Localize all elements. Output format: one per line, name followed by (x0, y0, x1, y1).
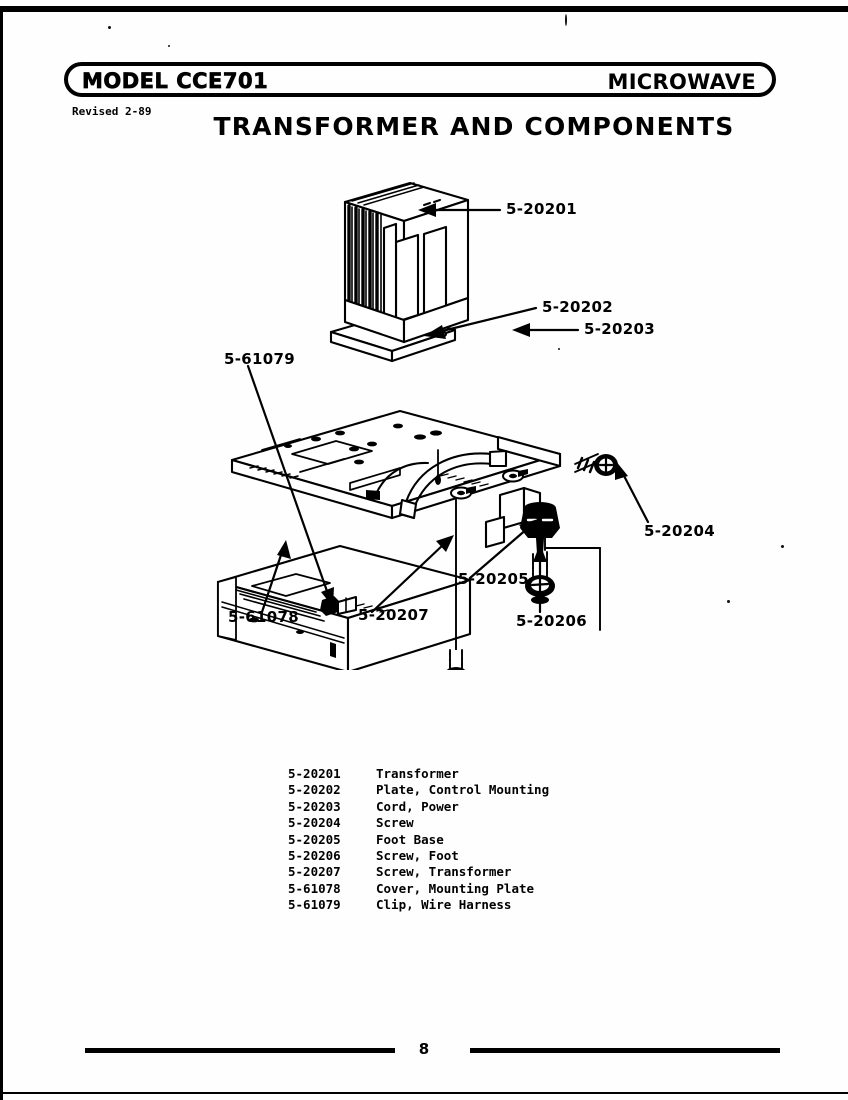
scan-speck (565, 14, 567, 26)
part-number: 5-20207 (288, 864, 341, 880)
callout-5-61078: 5-61078 (228, 608, 299, 626)
callout-5-61079: 5-61079 (224, 350, 295, 368)
table-row (288, 864, 549, 880)
part-number: 5-20205 (288, 831, 341, 847)
part-description: Plate, Control Mounting (376, 782, 550, 798)
category-label: MICROWAVE (607, 70, 756, 94)
control-mounting-plate-part (232, 411, 560, 547)
part-number: 5-20201 (288, 766, 341, 781)
callout-5-20204: 5-20204 (644, 522, 715, 540)
parts-table-body (288, 766, 549, 914)
part-number: 5-20203 (288, 798, 341, 814)
part-number: 5-61079 (288, 897, 341, 913)
table-row (288, 832, 549, 848)
part-description: Cover, Mounting Plate (376, 880, 535, 896)
table-row (288, 881, 549, 897)
scan-speck (108, 26, 111, 29)
table-row (288, 782, 549, 798)
exploded-parts-diagram (0, 150, 848, 670)
part-description: Screw (376, 815, 414, 831)
part-description: Screw, Foot (376, 848, 459, 864)
title-bar (64, 62, 776, 97)
scan-speck (168, 45, 170, 47)
table-row (288, 897, 549, 913)
part-description: Cord, Power (376, 798, 459, 814)
screw-20204-part (575, 454, 618, 476)
callout-5-20201: 5-20201 (506, 200, 577, 218)
table-row (288, 815, 549, 831)
callout-5-20203: 5-20203 (584, 320, 655, 338)
part-description: Transformer (376, 766, 459, 781)
table-row (288, 799, 549, 815)
callout-5-20207: 5-20207 (358, 606, 429, 624)
parts-table (288, 766, 549, 914)
callout-5-20202: 5-20202 (542, 298, 613, 316)
page-number: 8 (418, 1040, 430, 1058)
part-description: Clip, Wire Harness (376, 897, 512, 913)
model-label: MODEL CCE701 (82, 69, 269, 93)
callout-5-20205: 5-20205 (458, 570, 529, 588)
sheet-title: TRANSFORMER AND COMPONENTS (213, 112, 735, 141)
parts-list (288, 766, 549, 914)
scan-edge-top (0, 6, 848, 12)
part-number: 5-61078 (288, 880, 341, 896)
part-number: 5-20206 (288, 848, 341, 864)
revised-date: Revised 2-89 (72, 105, 152, 118)
part-number: 5-20204 (288, 815, 341, 831)
scan-edge-bottom (0, 1092, 848, 1094)
table-row (288, 848, 549, 864)
table-row (288, 766, 549, 782)
callout-5-20206: 5-20206 (516, 612, 587, 630)
part-number: 5-20202 (288, 782, 341, 798)
part-description: Screw, Transformer (376, 864, 512, 880)
part-description: Foot Base (376, 831, 444, 847)
